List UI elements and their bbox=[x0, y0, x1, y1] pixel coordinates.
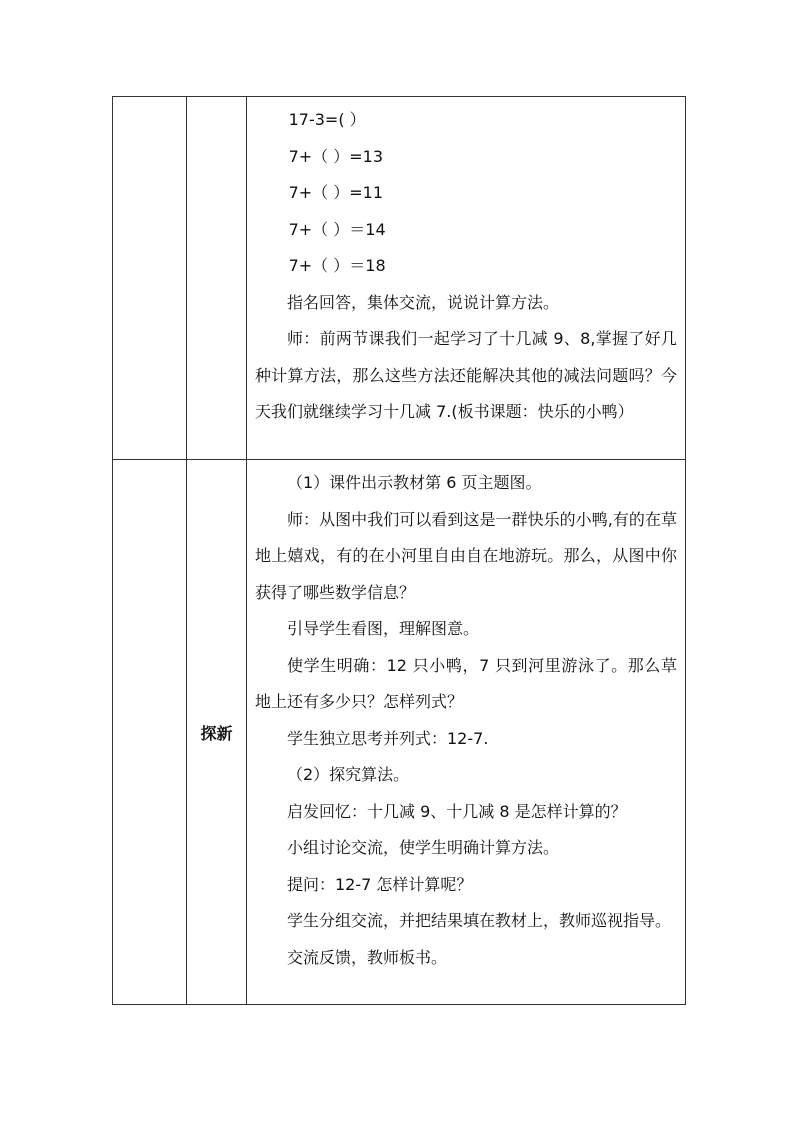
paragraph: 师：从图中我们可以看到这是一群快乐的小鸭,有的在草地上嬉戏，有的在小河里自由自在地游玩。那么，从图中你获得了哪些数学信息？ bbox=[255, 509, 677, 602]
intro-content bbox=[247, 97, 685, 431]
paragraph: 指名回答，集体交流，说说计算方法。 bbox=[287, 292, 560, 312]
paragraph: 引导学生看图，理解图意。 bbox=[287, 619, 480, 638]
stage-cell bbox=[113, 460, 187, 1005]
paragraph: （1）课件出示教材第 6 页主题图。 bbox=[287, 473, 542, 492]
content-cell-explore bbox=[247, 460, 686, 1005]
paragraph: 交流反馈，教师板书。 bbox=[287, 947, 448, 967]
table-row-explore bbox=[113, 460, 686, 1005]
equation-line: 7+（ ）=11 bbox=[288, 183, 384, 202]
section-label-cell-empty bbox=[187, 97, 247, 460]
explore-content bbox=[247, 460, 685, 976]
stage-cell bbox=[113, 97, 187, 460]
equation-line: 7+（ ）=13 bbox=[288, 146, 384, 166]
lesson-plan-table bbox=[112, 96, 686, 1005]
equation-line: 17-3=( ） bbox=[288, 110, 366, 129]
table-row-intro bbox=[113, 97, 686, 460]
section-label-cell: 探新 bbox=[187, 460, 247, 1005]
paragraph: 小组讨论交流，使学生明确计算方法。 bbox=[287, 838, 560, 857]
paragraph: 提问：12-7 怎样计算呢？ bbox=[287, 874, 473, 894]
equation-line: 7+（ ）＝18 bbox=[288, 256, 386, 275]
equation-line: 7+（ ）＝14 bbox=[288, 219, 386, 239]
content-cell-intro bbox=[247, 97, 686, 460]
paragraph: 师：前两节课我们一起学习了十几减 9、8,掌握了好几种计算方法，那么这些方法还能解决其他的减法问题吗？今天我们就继续学习十几减 7.(板书课题：快乐的小鸭） bbox=[255, 329, 677, 421]
paragraph: 学生分组交流，并把结果填在教材上，教师巡视指导。 bbox=[287, 911, 672, 930]
paragraph: 使学生明确：12 只小鸭，7 只到河里游泳了。那么草地上还有多少只？怎样列式？ bbox=[255, 655, 677, 711]
paragraph: 启发回忆：十几减 9、十几减 8 是怎样计算的？ bbox=[287, 801, 627, 821]
paragraph: 学生独立思考并列式：12-7. bbox=[287, 728, 489, 748]
paragraph: （2）探究算法。 bbox=[287, 765, 410, 784]
